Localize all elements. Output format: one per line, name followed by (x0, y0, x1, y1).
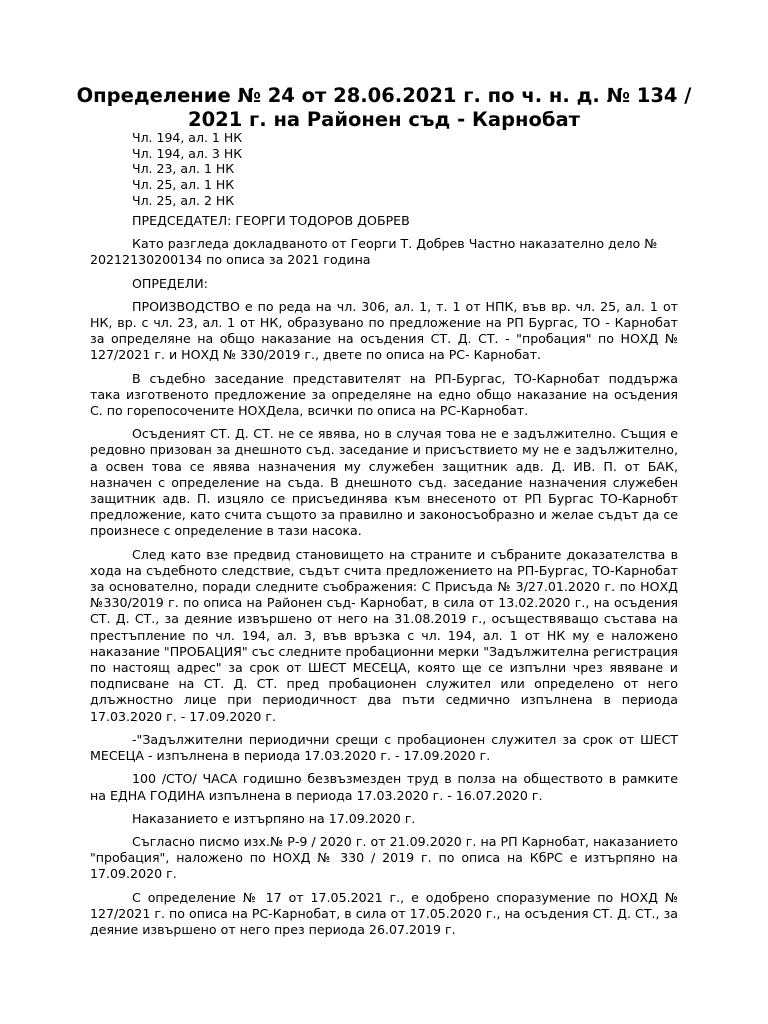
body-paragraph: В съдебно заседание представителят на РП-Бургас, ТО-Карнобат поддържа така изготвеното предложение за определяне на едно общо наказание на осъдения С. по горепосочените НОХДела, всички по описа на РС-Карнобат. (90, 370, 678, 419)
body-paragraph: След като взе предвид становището на страните и събраните доказателства в хода на съдебното следствие, съдът счита предложението на РП-Бургас, ТО-Карнобат за основателно, поради следните съображения: С Присъда № 3/27.01.2020 г. по НОХД №330/2019 г. по описа на Районен съд- Карнобат, в сила от 13.02.2020 г., на осъдения СТ. Д. СТ., за деяние извършено от него на 31.08.2019 г., осъществяващо състава на престъпление по чл. 194, ал. 3, във връзка с чл. 194, ал. 1 от НК му е наложено наказание "ПРОБАЦИЯ" със следните пробационни мерки "Задължителна регистрация по настоящ адрес" за срок от ШЕСТ МЕСЕЦА, която ще се изпълни чрез явяване и подписване на СТ. Д. СТ. пред пробационен служител или определено от него длъжностно лице при периодичност два пъти седмично изпълнена в периода 17.03.2020 г. - 17.09.2020 г. (90, 546, 678, 724)
legal-article: Чл. 25, ал. 1 НК (132, 177, 235, 193)
document-title: Определение № 24 от 28.06.2021 г. по ч. н. д. № 134 / 2021 г. на Районен съд - Карнобат (76, 84, 692, 131)
document-body (90, 213, 678, 945)
body-paragraph: С определение № 17 от 17.05.2021 г., е одобрено споразумение по НОХД № 127/2021 г. по описа на РС-Карнобат, в сила от 17.05.2020 г., на осъдения СТ. Д. СТ., за деяние извършено от него през периода 26.07.2019 г. (90, 889, 678, 937)
case-intro-paragraph: Като разгледа докладваното от Георги Т. Добрев Частно наказателно дело № 20212130200134 по описа за 2021 година (90, 236, 658, 268)
body-paragraph: Наказанието е изтърпяно на 17.09.2020 г. (132, 810, 416, 826)
legal-article: Чл. 194, ал. 3 НК (132, 145, 243, 161)
legal-article: Чл. 25, ал. 2 НК (132, 192, 235, 208)
body-paragraph: 100 /СТО/ ЧАСА годишно безвъзмезден труд в полза на обществото в рамките на ЕДНА ГОДИНА изпълнена в периода 17.03.2020 г. - 16.07.2020 г. (90, 771, 678, 803)
body-paragraph: Осъденият СТ. Д. СТ. не се явява, но в случая това не е задължително. Същия е редовно призован за днешното съд. заседание и присъствието му не е задължително, а освен това се явява назначения му служебен защитник адв. Д. ИВ. П. от БАК, назначен с определение на съда. В днешното съд. заседание назначения служебен защитник адв. П. изцяло се присъединява към внесеното от РП Бургас ТО-Карнобт предложение, като счита същото за правилно и законосъобразно и желае съдът да се произнесе с определение в тази насока. (90, 426, 678, 539)
legal-article: Чл. 23, ал. 1 НК (132, 161, 235, 177)
body-paragraph: Съгласно писмо изх.№ Р-9 / 2020 г. от 21.09.2020 г. на РП Карнобат, наказанието "пробация", наложено по НОХД № 330 / 2019 г. по описа на КбРС е изтърпяно на 17.09.2020 г. (90, 833, 678, 882)
body-paragraph: ПРОИЗВОДСТВО е по реда на чл. 306, ал. 1, т. 1 от НПК, във вр. чл. 25, ал. 1 от НК, вр. с чл. 23, ал. 1 от НК, образувано по предложение на РП Бургас, ТО - Карнобат за определяне на общо наказание на осъдения СТ. Д. СТ. - "пробация" по НОХД № 127/2021 г. и НОХД № 330/2019 г., двете по описа на РС- Карнобат. (90, 298, 678, 363)
chairman-line: ПРЕДСЕДАТЕЛ: ГЕОРГИ ТОДОРОВ ДОБРЕВ (132, 213, 410, 228)
body-paragraph: -"Задължителни периодични срещи с пробационен служител за срок от ШЕСТ МЕСЕЦА - изпълнена в периода 17.03.2020 г. - 17.09.2020 г. (90, 731, 678, 764)
legal-articles-list (132, 130, 242, 209)
legal-article: Чл. 194, ал. 1 НК (132, 130, 243, 145)
ruling-heading: ОПРЕДЕЛИ: (132, 275, 208, 291)
